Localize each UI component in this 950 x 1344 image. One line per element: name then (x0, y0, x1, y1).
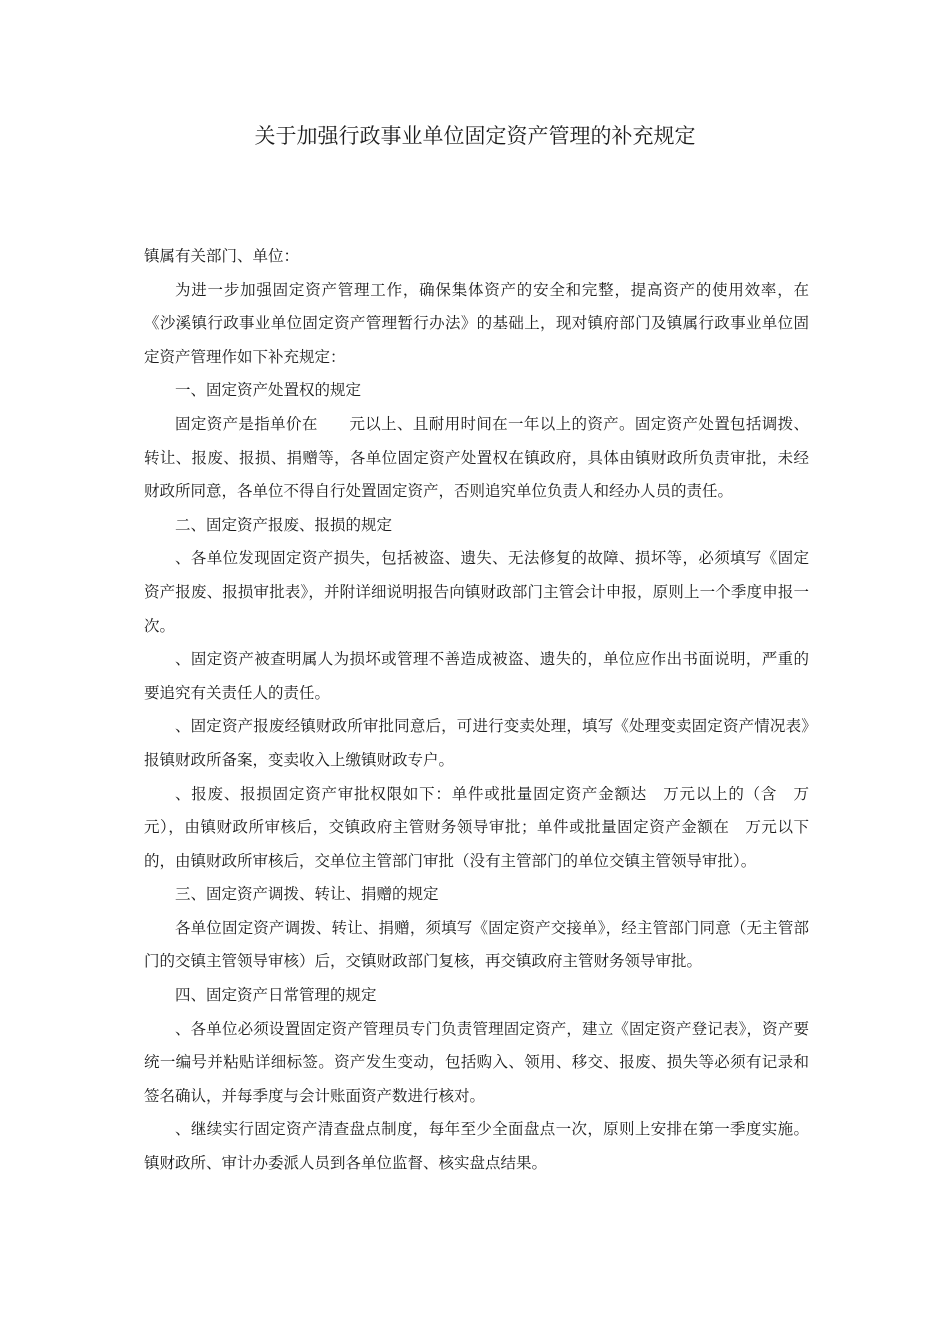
paragraph: 、各单位必须设置固定资产管理员专门负责管理固定资产，建立《固定资产登记表》，资产要统一编号并粘贴详细标签。资产发生变动，包括购入、领用、移交、报废、损失等必须有记录和签名确认，并每季度与会计账面资产数进行核对。 (144, 1019, 809, 1105)
section-heading-4: 四、固定资产日常管理的规定 (175, 986, 377, 1005)
paragraph: 各单位固定资产调拨、转让、捐赠，须填写《固定资产交接单》，经主管部门同意（无主管部门的交镇主管领导审核）后，交镇财政部门复核，再交镇政府主管财务领导审批。 (144, 918, 809, 971)
paragraph: 、各单位发现固定资产损失，包括被盗、遗失、无法修复的故障、损坏等，必须填写《固定资产报废、报损审批表》，并附详细说明报告向镇财政部门主管会计申报，原则上一个季度申报一次。 (144, 549, 809, 635)
section-heading-3: 三、固定资产调拨、转让、捐赠的规定 (175, 885, 439, 904)
document-title: 关于加强行政事业单位固定资产管理的补充规定 (254, 124, 696, 148)
salutation: 镇属有关部门、单位： (144, 247, 300, 265)
paragraph: 、固定资产报废经镇财政所审批同意后，可进行变卖处理，填写《处理变卖固定资产情况表》报镇财政所备案，变卖收入上缴镇财政专户。 (144, 717, 809, 769)
section-heading-2: 二、固定资产报废、报损的规定 (175, 515, 393, 534)
paragraph: 、固定资产被查明属人为损坏或管理不善造成被盗、遗失的，单位应作出书面说明，严重的要追究有关责任人的责任。 (144, 650, 809, 702)
paragraph: 、报废、报损固定资产审批权限如下：单件或批量固定资产金额达 万元以上的（含 万元），由镇财政所审核后，交镇政府主管财务领导审批；单件或批量固定资产金额在 万元以下的，由镇财政所审核后，交单位主管部门审批（没有主管部门的单位交镇主管领导审批）。 (144, 784, 809, 870)
intro-paragraph: 为进一步加强固定资产管理工作，确保集体资产的安全和完整，提高资产的使用效率，在《沙溪镇行政事业单位固定资产管理暂行办法》的基础上，现对镇府部门及镇属行政事业单位固定资产管理作如下补充规定： (144, 280, 809, 366)
section-heading-1: 一、固定资产处置权的规定 (175, 381, 362, 400)
paragraph: 固定资产是指单价在 元以上、且耐用时间在一年以上的资产。固定资产处置包括调拨、转让、报废、报损、捐赠等，各单位固定资产处置权在镇政府，具体由镇财政所负责审批，未经财政所同意，各单位不得自行处置固定资产，否则追究单位负责人和经办人员的责任。 (144, 414, 809, 501)
paragraph: 、继续实行固定资产清查盘点制度，每年至少全面盘点一次，原则上安排在第一季度实施。镇财政所、审计办委派人员到各单位监督、核实盘点结果。 (144, 1120, 809, 1173)
document-body (144, 240, 809, 1181)
